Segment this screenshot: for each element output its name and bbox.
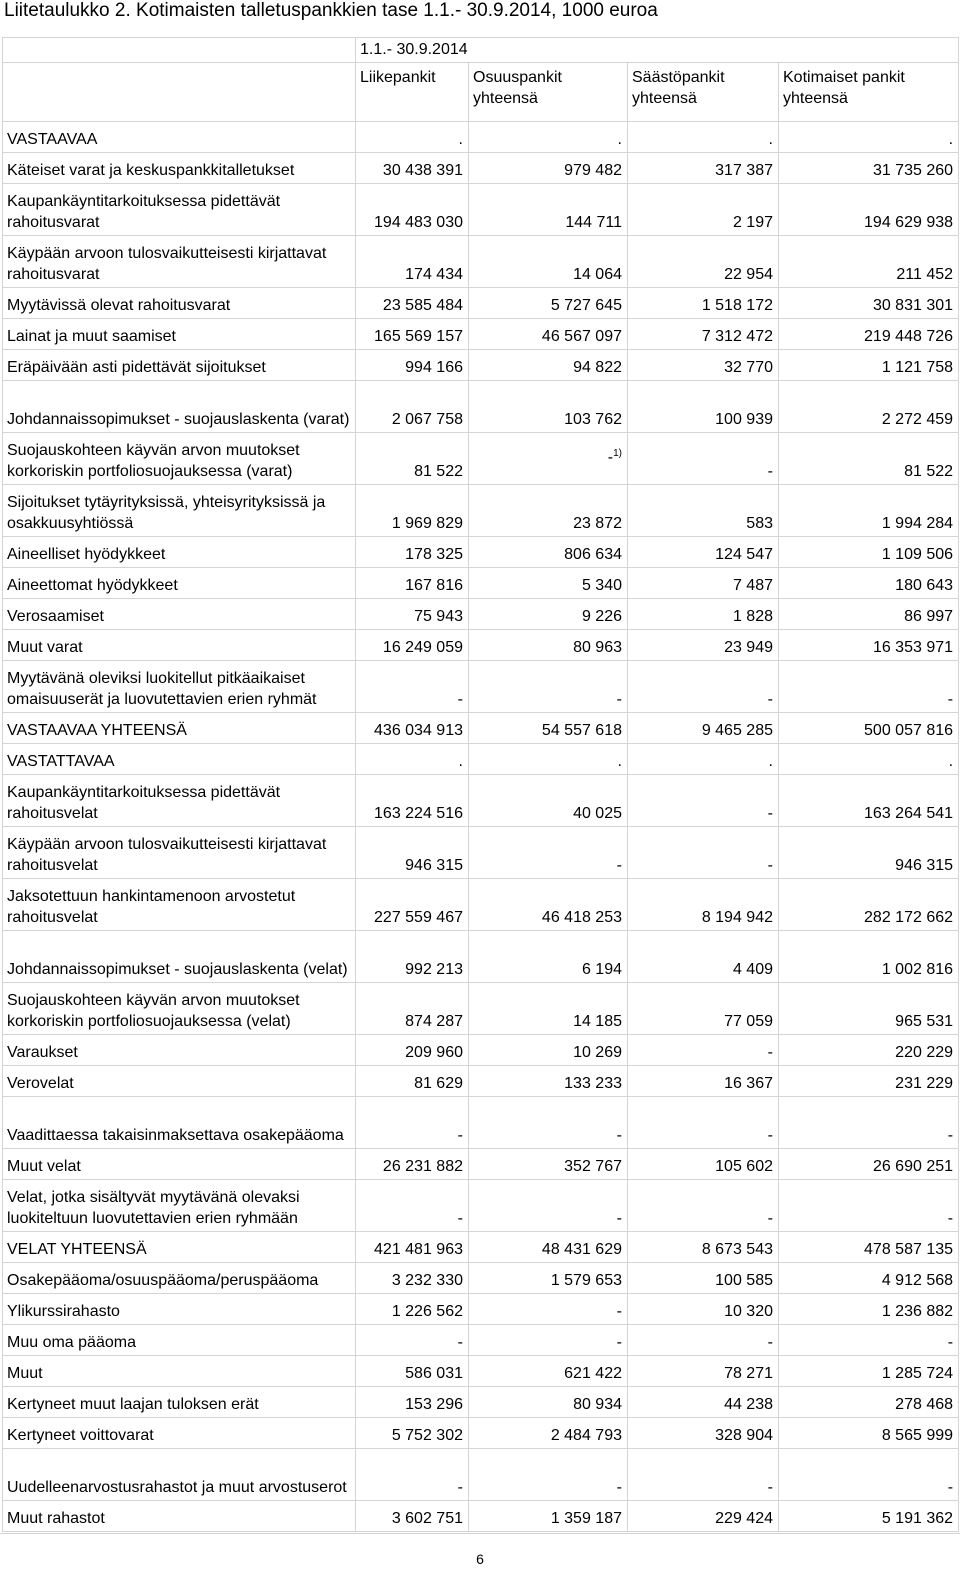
value-cell: 44 238	[628, 1387, 779, 1418]
value-cell: 992 213	[356, 931, 469, 983]
table-row	[3, 1263, 959, 1294]
value-cell: -	[779, 1097, 959, 1149]
value-cell: -	[356, 1180, 469, 1232]
value-cell: 1 121 758	[779, 350, 959, 381]
value-cell: -	[779, 1180, 959, 1232]
value-cell: 1 236 882	[779, 1294, 959, 1325]
column-header-osuuspankit: Osuuspankit yhteensä	[469, 63, 628, 122]
header-empty-cell	[3, 38, 356, 63]
row-label: Varaukset	[3, 1035, 356, 1066]
value-cell: 178 325	[356, 537, 469, 568]
value-cell: 317 387	[628, 153, 779, 184]
value-cell: 2 197	[628, 184, 779, 236]
value-cell: 965 531	[779, 983, 959, 1035]
value-cell: 103 762	[469, 381, 628, 433]
row-label: Suojauskohteen käyvän arvon muutokset korkoriskin portfoliosuojauksessa (velat)	[3, 983, 356, 1035]
value-cell: 1 994 284	[779, 485, 959, 537]
value-cell: 946 315	[779, 827, 959, 879]
column-header-saastopankit: Säästöpankit yhteensä	[628, 63, 779, 122]
value-cell: .	[628, 744, 779, 775]
value-cell: 48 431 629	[469, 1232, 628, 1263]
value-cell: 23 585 484	[356, 288, 469, 319]
value-cell: 80 963	[469, 630, 628, 661]
value-cell: .	[356, 122, 469, 153]
value-cell: -	[779, 661, 959, 713]
value-cell: 180 643	[779, 568, 959, 599]
value-cell: -	[469, 1180, 628, 1232]
value-cell: 124 547	[628, 537, 779, 568]
row-label: Kaupankäyntitarkoituksessa pidettävät rahoitusvelat	[3, 775, 356, 827]
value-cell: 9 465 285	[628, 713, 779, 744]
table-row	[3, 931, 959, 983]
table-row	[3, 319, 959, 350]
value-cell: 165 569 157	[356, 319, 469, 350]
value-cell: 352 767	[469, 1149, 628, 1180]
value-cell: 40 025	[469, 775, 628, 827]
value-cell: 421 481 963	[356, 1232, 469, 1263]
row-label: Verosaamiset	[3, 599, 356, 630]
value-cell: 3 602 751	[356, 1501, 469, 1532]
value-cell: -	[628, 1325, 779, 1356]
table-row	[3, 1066, 959, 1097]
value-cell: 220 229	[779, 1035, 959, 1066]
value-cell: -	[628, 1449, 779, 1501]
value-cell: 227 559 467	[356, 879, 469, 931]
value-cell: -	[628, 1097, 779, 1149]
value-cell: 94 822	[469, 350, 628, 381]
table-row	[3, 1418, 959, 1449]
value-cell: 10 320	[628, 1294, 779, 1325]
value-cell: 100 585	[628, 1263, 779, 1294]
value-cell: 81 629	[356, 1066, 469, 1097]
row-label: Uudelleenarvostusrahastot ja muut arvostuserot	[3, 1449, 356, 1501]
column-header-liikepankit: Liikepankit	[356, 63, 469, 122]
value-cell: 946 315	[356, 827, 469, 879]
table-row	[3, 381, 959, 433]
value-cell: -	[356, 661, 469, 713]
value-cell: 23 949	[628, 630, 779, 661]
table-row	[3, 827, 959, 879]
value-cell: 6 194	[469, 931, 628, 983]
row-label: Jaksotettuun hankintamenoon arvostetut rahoitusvelat	[3, 879, 356, 931]
row-label: Kertyneet voittovarat	[3, 1418, 356, 1449]
value-cell: -	[628, 433, 779, 485]
balance-sheet-table	[2, 37, 959, 1532]
value-cell: 229 424	[628, 1501, 779, 1532]
value-cell: 10 269	[469, 1035, 628, 1066]
row-label: Muut rahastot	[3, 1501, 356, 1532]
value-cell: -	[628, 1180, 779, 1232]
value-cell: 282 172 662	[779, 879, 959, 931]
value-cell: -	[356, 1325, 469, 1356]
value-cell: 9 226	[469, 599, 628, 630]
period-header: 1.1.- 30.9.2014	[356, 38, 959, 63]
value-cell: .	[356, 744, 469, 775]
value-cell: 1 518 172	[628, 288, 779, 319]
value-cell: 1 002 816	[779, 931, 959, 983]
table-row	[3, 288, 959, 319]
table-row	[3, 184, 959, 236]
value-cell: 54 557 618	[469, 713, 628, 744]
value-cell: 86 997	[779, 599, 959, 630]
value-cell: 78 271	[628, 1356, 779, 1387]
row-label: Johdannaissopimukset - suojauslaskenta (velat)	[3, 931, 356, 983]
value-cell: 16 367	[628, 1066, 779, 1097]
value-cell: -	[469, 827, 628, 879]
value-cell: .	[628, 122, 779, 153]
row-label: Eräpäivään asti pidettävät sijoitukset	[3, 350, 356, 381]
value-cell: -	[628, 661, 779, 713]
value-cell: 22 954	[628, 236, 779, 288]
value-cell: 1 109 506	[779, 537, 959, 568]
table-row	[3, 1180, 959, 1232]
table-row	[3, 879, 959, 931]
column-header-row	[3, 63, 959, 122]
value-cell: 1 285 724	[779, 1356, 959, 1387]
value-cell: 500 057 816	[779, 713, 959, 744]
value-cell: 278 468	[779, 1387, 959, 1418]
value-cell: -	[628, 827, 779, 879]
row-label: Osakepääoma/osuuspääoma/peruspääoma	[3, 1263, 356, 1294]
value-cell: 586 031	[356, 1356, 469, 1387]
value-cell: -	[779, 1449, 959, 1501]
row-label: Ylikurssirahasto	[3, 1294, 356, 1325]
row-label: Aineettomat hyödykkeet	[3, 568, 356, 599]
value-cell: -	[469, 1449, 628, 1501]
value-cell: -	[469, 1325, 628, 1356]
value-cell: 1 226 562	[356, 1294, 469, 1325]
table-row	[3, 983, 959, 1035]
page-title: Liitetaulukko 2. Kotimaisten talletuspankkien tase 1.1.- 30.9.2014, 1000 euroa	[4, 0, 658, 21]
row-label: Muut velat	[3, 1149, 356, 1180]
value-cell: -	[779, 1325, 959, 1356]
value-cell: .	[779, 744, 959, 775]
table-row	[3, 630, 959, 661]
value-cell: 46 567 097	[469, 319, 628, 350]
value-cell: 5 191 362	[779, 1501, 959, 1532]
value-cell: 621 422	[469, 1356, 628, 1387]
value-cell: 3 232 330	[356, 1263, 469, 1294]
row-label: VASTAAVAA	[3, 122, 356, 153]
value-cell	[469, 433, 628, 485]
table-row	[3, 744, 959, 775]
table-row	[3, 537, 959, 568]
value-cell: 167 816	[356, 568, 469, 599]
value-cell: 46 418 253	[469, 879, 628, 931]
value-cell: 219 448 726	[779, 319, 959, 350]
value-cell: 583	[628, 485, 779, 537]
value-cell: 5 340	[469, 568, 628, 599]
value-cell: 26 690 251	[779, 1149, 959, 1180]
value-cell: 806 634	[469, 537, 628, 568]
table-row	[3, 1149, 959, 1180]
value-cell: -	[469, 1097, 628, 1149]
row-label: VELAT YHTEENSÄ	[3, 1232, 356, 1263]
value-cell: 211 452	[779, 236, 959, 288]
bottom-divider	[0, 1533, 960, 1534]
row-label: Muut	[3, 1356, 356, 1387]
value-cell: 4 409	[628, 931, 779, 983]
value-cell: 75 943	[356, 599, 469, 630]
table-row	[3, 1097, 959, 1149]
row-label: Kertyneet muut laajan tuloksen erät	[3, 1387, 356, 1418]
table-row	[3, 1449, 959, 1501]
value-cell: 81 522	[779, 433, 959, 485]
table-row	[3, 1501, 959, 1532]
value-cell: 80 934	[469, 1387, 628, 1418]
value-cell: 163 224 516	[356, 775, 469, 827]
value-cell: 163 264 541	[779, 775, 959, 827]
row-label: Myytävänä oleviksi luokitellut pitkäaikaiset omaisuuserät ja luovutettavien erien ryhmät	[3, 661, 356, 713]
value-cell: 4 912 568	[779, 1263, 959, 1294]
row-label: Muut varat	[3, 630, 356, 661]
page-number: 6	[476, 1551, 484, 1567]
table-row	[3, 568, 959, 599]
table-row	[3, 1035, 959, 1066]
value-cell: 979 482	[469, 153, 628, 184]
table-row	[3, 153, 959, 184]
column-header-kotimaiset-pankit: Kotimaiset pankit yhteensä	[779, 63, 959, 122]
footnote-marker: 1)	[613, 448, 622, 459]
value-cell: 2 484 793	[469, 1418, 628, 1449]
row-label: Velat, jotka sisältyvät myytävänä olevaksi luokiteltuun luovutettavien erien ryhmään	[3, 1180, 356, 1232]
row-label: Myytävissä olevat rahoitusvarat	[3, 288, 356, 319]
row-label: Vaadittaessa takaisinmaksettava osakepääoma	[3, 1097, 356, 1149]
table-row	[3, 599, 959, 630]
value-cell: 874 287	[356, 983, 469, 1035]
value-cell: 30 438 391	[356, 153, 469, 184]
value-cell: 194 483 030	[356, 184, 469, 236]
row-label: Käypään arvoon tulosvaikutteisesti kirjattavat rahoitusvelat	[3, 827, 356, 879]
value-cell: 174 434	[356, 236, 469, 288]
value-cell: 1 969 829	[356, 485, 469, 537]
value-cell: 31 735 260	[779, 153, 959, 184]
table-row	[3, 485, 959, 537]
value-cell: 5 727 645	[469, 288, 628, 319]
row-label: Lainat ja muut saamiset	[3, 319, 356, 350]
cell-value: -	[607, 449, 614, 466]
table-row	[3, 236, 959, 288]
value-cell: 153 296	[356, 1387, 469, 1418]
value-cell: 8 565 999	[779, 1418, 959, 1449]
value-cell: 32 770	[628, 350, 779, 381]
value-cell: 478 587 135	[779, 1232, 959, 1263]
table-row	[3, 1356, 959, 1387]
value-cell: .	[779, 122, 959, 153]
table-row	[3, 122, 959, 153]
value-cell: 144 711	[469, 184, 628, 236]
row-label: Sijoitukset tytäyrityksissä, yhteisyrityksissä ja osakkuusyhtiössä	[3, 485, 356, 537]
table-row	[3, 1325, 959, 1356]
row-label: VASTATTAVAA	[3, 744, 356, 775]
value-cell: 2 067 758	[356, 381, 469, 433]
row-label: Verovelat	[3, 1066, 356, 1097]
value-cell: 14 064	[469, 236, 628, 288]
row-label: Käteiset varat ja keskuspankkitalletukset	[3, 153, 356, 184]
value-cell: 8 673 543	[628, 1232, 779, 1263]
value-cell: -	[356, 1449, 469, 1501]
value-cell: 209 960	[356, 1035, 469, 1066]
value-cell: 7 487	[628, 568, 779, 599]
table-row	[3, 1294, 959, 1325]
value-cell: 231 229	[779, 1066, 959, 1097]
value-cell: 26 231 882	[356, 1149, 469, 1180]
value-cell: 194 629 938	[779, 184, 959, 236]
value-cell: 1 359 187	[469, 1501, 628, 1532]
row-label: Muu oma pääoma	[3, 1325, 356, 1356]
row-label: VASTAAVAA YHTEENSÄ	[3, 713, 356, 744]
value-cell: 328 904	[628, 1418, 779, 1449]
value-cell: 1 828	[628, 599, 779, 630]
value-cell: -	[356, 1097, 469, 1149]
table-row	[3, 661, 959, 713]
value-cell: 16 353 971	[779, 630, 959, 661]
row-label: Aineelliset hyödykkeet	[3, 537, 356, 568]
value-cell: 436 034 913	[356, 713, 469, 744]
value-cell: 2 272 459	[779, 381, 959, 433]
value-cell: -	[628, 775, 779, 827]
table-row	[3, 350, 959, 381]
row-label: Kaupankäyntitarkoituksessa pidettävät rahoitusvarat	[3, 184, 356, 236]
value-cell: 7 312 472	[628, 319, 779, 350]
value-cell: 14 185	[469, 983, 628, 1035]
row-label: Käypään arvoon tulosvaikutteisesti kirjattavat rahoitusvarat	[3, 236, 356, 288]
table-row	[3, 1387, 959, 1418]
row-label: Suojauskohteen käyvän arvon muutokset korkoriskin portfoliosuojauksessa (varat)	[3, 433, 356, 485]
value-cell: -	[469, 1294, 628, 1325]
value-cell: .	[469, 122, 628, 153]
value-cell: -	[628, 1035, 779, 1066]
value-cell: 100 939	[628, 381, 779, 433]
table-row	[3, 713, 959, 744]
value-cell: 133 233	[469, 1066, 628, 1097]
period-header-row	[3, 38, 959, 63]
value-cell: 16 249 059	[356, 630, 469, 661]
value-cell: .	[469, 744, 628, 775]
value-cell: -	[469, 661, 628, 713]
value-cell: 994 166	[356, 350, 469, 381]
table-row	[3, 775, 959, 827]
header-empty-cell	[3, 63, 356, 122]
value-cell: 77 059	[628, 983, 779, 1035]
value-cell: 23 872	[469, 485, 628, 537]
value-cell: 81 522	[356, 433, 469, 485]
value-cell: 8 194 942	[628, 879, 779, 931]
value-cell: 5 752 302	[356, 1418, 469, 1449]
table-row	[3, 433, 959, 485]
table-row	[3, 1232, 959, 1263]
row-label: Johdannaissopimukset - suojauslaskenta (varat)	[3, 381, 356, 433]
value-cell: 30 831 301	[779, 288, 959, 319]
value-cell: 1 579 653	[469, 1263, 628, 1294]
value-cell: 105 602	[628, 1149, 779, 1180]
